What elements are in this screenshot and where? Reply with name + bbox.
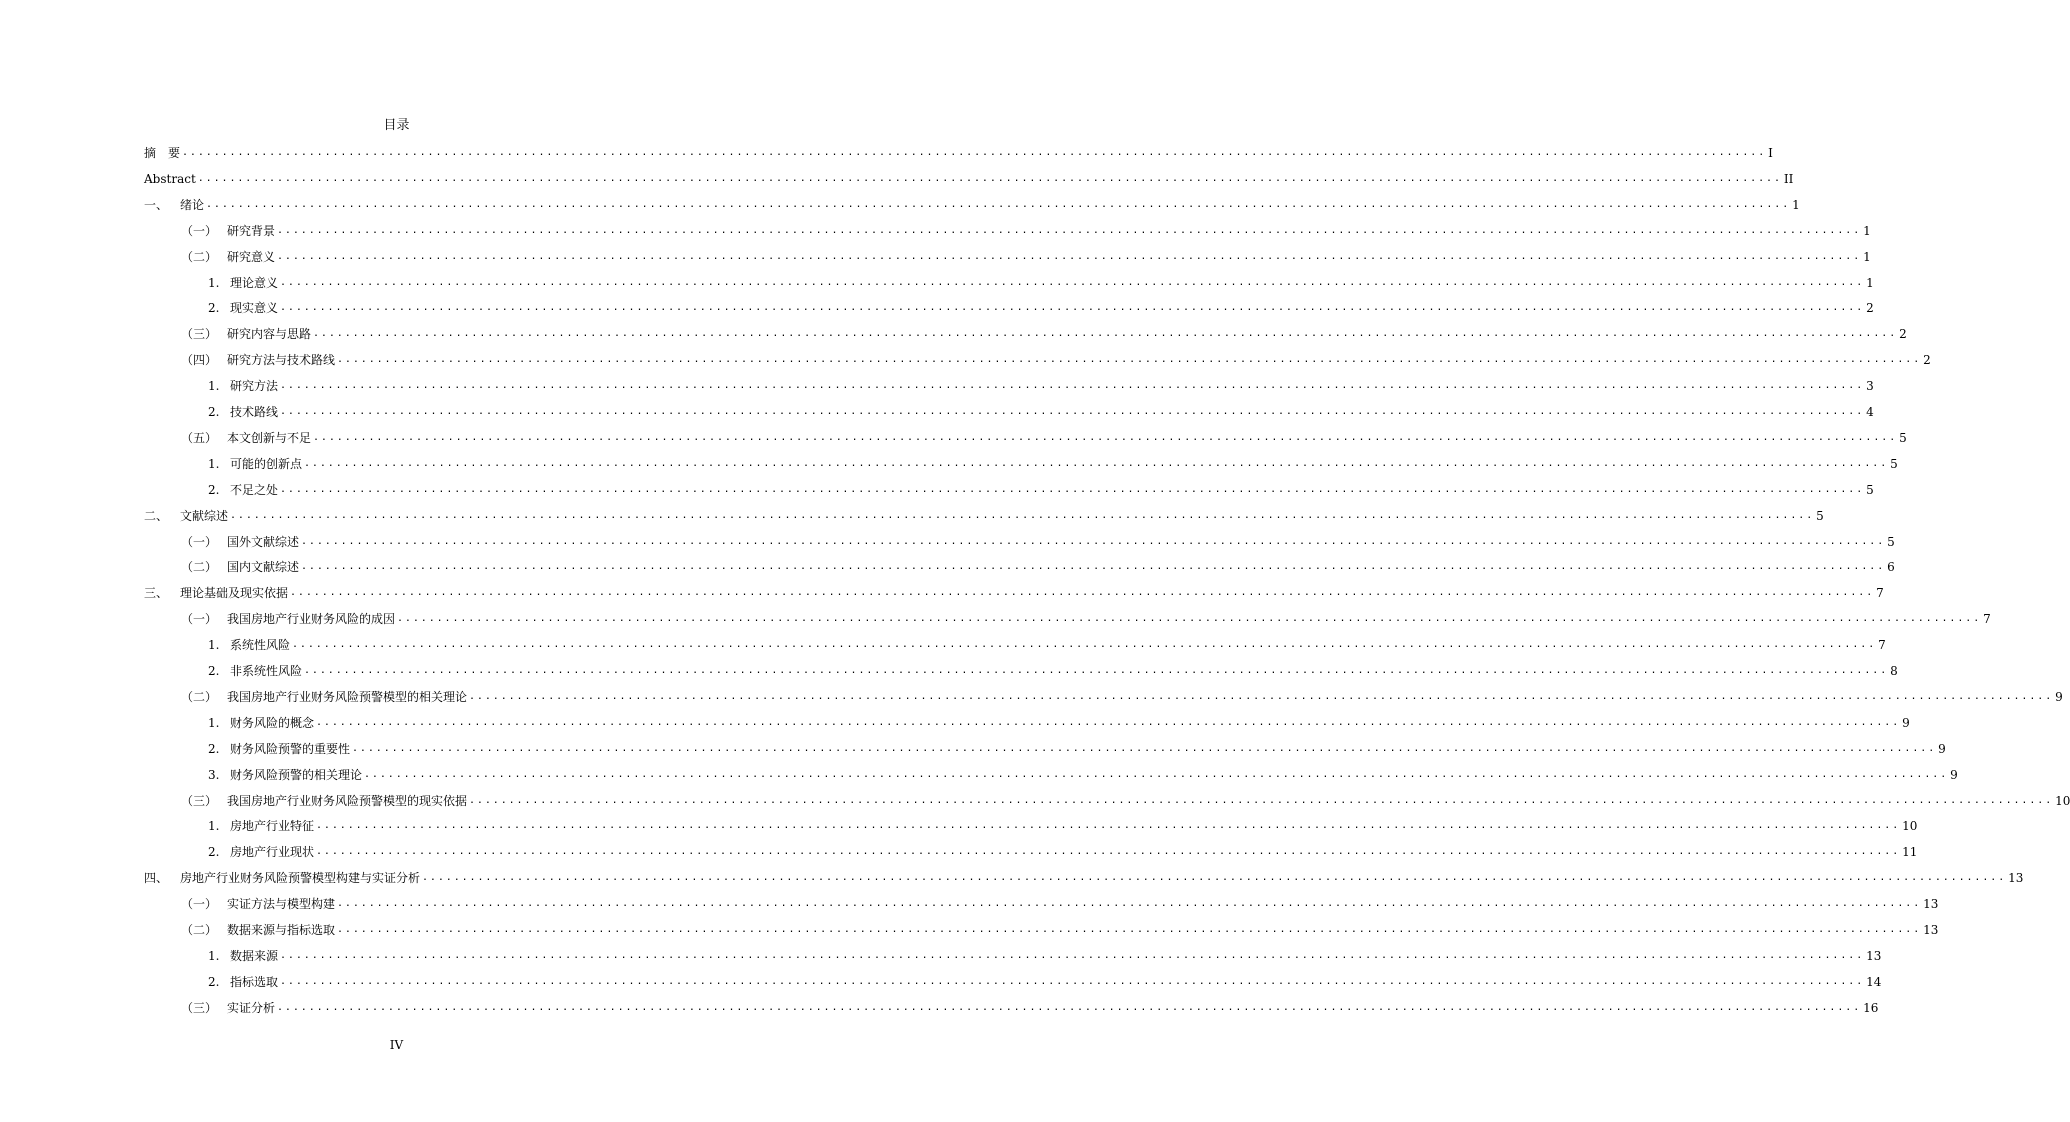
toc-entry[interactable] — [208, 451, 1898, 471]
toc-entry[interactable] — [208, 839, 1918, 860]
toc-entry-page: 13 — [1923, 923, 1939, 937]
toc-entry[interactable] — [181, 606, 1991, 627]
toc-entry-title: 国内文献综述 — [227, 560, 300, 575]
toc-entry-number: 1. — [208, 456, 220, 471]
toc-entry-page: 14 — [1866, 974, 1882, 989]
toc-leader-dots: ........................................................................................................................................................................................................ — [280, 949, 1865, 961]
toc-entry-title: 研究意义 — [227, 249, 276, 264]
toc-entry-number: 2. — [208, 845, 220, 860]
toc-entry[interactable] — [208, 373, 1874, 394]
toc-entry-page: 11 — [1902, 845, 1918, 860]
toc-entry-title: 房地产行业特征 — [230, 819, 315, 834]
toc-leader-dots: ........................................................................................................................................................................................................ — [280, 483, 1865, 495]
toc-entry-title: 绪论 — [180, 197, 205, 212]
toc-entry-title: 文献综述 — [180, 508, 229, 523]
toc-entry-title: 系统性风险 — [230, 638, 291, 653]
toc-entry-number: 2. — [208, 405, 220, 419]
toc-entry[interactable] — [181, 684, 2063, 704]
toc-entry[interactable] — [208, 943, 1882, 963]
toc-entry[interactable] — [144, 166, 1794, 186]
toc-entry[interactable] — [208, 632, 1886, 653]
toc-entry[interactable] — [181, 788, 2070, 808]
toc-entry[interactable] — [144, 140, 1773, 160]
toc-entry-number: （二） — [181, 689, 218, 704]
page-number-footer: IV — [389, 1038, 404, 1052]
toc-entry-number: （一） — [181, 612, 218, 627]
toc-entry-title: 实证分析 — [227, 1000, 276, 1015]
toc-entry-number: 2. — [208, 482, 220, 497]
toc-entry-title: 我国房地产行业财务风险预警模型的相关理论 — [227, 689, 468, 704]
toc-leader-dots: ........................................................................................................................................................................................................ — [230, 509, 1815, 521]
toc-entry-number: 2. — [208, 664, 220, 678]
toc-entry-number: 1. — [208, 948, 220, 963]
toc-leader-dots: ........................................................................................................................................................................................................ — [364, 768, 1949, 780]
toc-leader-dots: ........................................................................................................................................................................................................ — [337, 898, 1922, 910]
toc-entry-number: （一） — [181, 223, 218, 238]
toc-leader-dots: ........................................................................................................................................................................................................ — [277, 224, 1862, 236]
toc-entry-number: 三、 — [144, 586, 169, 601]
toc-entry-page: 9 — [1938, 741, 1946, 756]
toc-entry-page: 1 — [1866, 275, 1874, 290]
toc-leader-dots: ........................................................................................................................................................................................................ — [292, 639, 1877, 651]
toc-entry-title: 国外文献综述 — [227, 534, 300, 549]
toc-entry-title: 本文创新与不足 — [227, 430, 312, 445]
toc-entry[interactable] — [144, 865, 2024, 886]
toc-entry[interactable] — [181, 995, 1879, 1015]
toc-leader-dots: ........................................................................................................................................................................................................ — [316, 820, 1901, 832]
toc-entry-number: （一） — [181, 897, 218, 912]
toc-entry-title: 数据来源与指标选取 — [227, 923, 336, 937]
toc-entry-number: 1. — [208, 379, 220, 394]
toc-leader-dots: ........................................................................................................................................................................................................ — [313, 431, 1898, 443]
toc-leader-dots: ........................................................................................................................................................................................................ — [280, 406, 1865, 417]
toc-entry-number: 2. — [208, 301, 220, 316]
toc-entry-title: 数据来源 — [230, 948, 279, 963]
toc-entry-number: 1. — [208, 819, 220, 834]
toc-entry-title: 研究内容与思路 — [227, 327, 312, 342]
toc-entry-title: 研究方法与技术路线 — [227, 353, 336, 368]
toc-entry[interactable] — [181, 529, 1895, 549]
toc-leader-dots: ........................................................................................................................................................................................................ — [280, 302, 1865, 314]
toc-entry-page: 1 — [1792, 197, 1800, 212]
toc-leader-dots: ........................................................................................................................................................................................................ — [206, 198, 1791, 210]
toc-entry-number: 1. — [208, 275, 220, 290]
toc-entry-page: 3 — [1866, 379, 1874, 394]
toc-entry-page: 4 — [1866, 405, 1874, 419]
toc-leader-dots: ........................................................................................................................................................................................................ — [301, 535, 1886, 547]
toc-entry-page: II — [1783, 171, 1794, 186]
toc-entry-page: 5 — [1899, 430, 1907, 445]
toc-entry-number: （二） — [181, 560, 218, 575]
toc-entry-page: 9 — [1950, 767, 1958, 782]
toc-entry-number: 二、 — [144, 508, 169, 523]
toc-entry-page: 10 — [1902, 819, 1918, 834]
toc-entry-page: 5 — [1866, 482, 1874, 497]
toc-entry-page: 9 — [2055, 689, 2063, 704]
toc-entry-number: 1. — [208, 715, 220, 730]
toc-entry-title: 摘 要 — [144, 146, 181, 160]
toc-leader-dots: ........................................................................................................................................................................................................ — [304, 457, 1889, 469]
toc-leader-dots: ........................................................................................................................................................................................................ — [197, 172, 1782, 184]
toc-entry-number: 2. — [208, 974, 220, 989]
toc-entry-page: 16 — [1863, 1000, 1879, 1015]
toc-leader-dots: ........................................................................................................................................................................................................ — [277, 1001, 1862, 1013]
toc-entry-page: 1 — [1863, 249, 1871, 264]
toc-entry[interactable] — [181, 891, 1939, 912]
toc-entry-page: 5 — [1816, 508, 1824, 523]
toc-entry-title: 财务风险的概念 — [230, 715, 315, 730]
toc-entry-title: 房地产行业财务风险预警模型构建与实证分析 — [180, 871, 421, 886]
toc-leader-dots: ........................................................................................................................................................................................................ — [469, 690, 2054, 702]
toc-leader-dots: ........................................................................................................................................................................................................ — [277, 250, 1862, 262]
toc-entry-number: 3. — [208, 767, 220, 782]
toc-entry-title: 可能的创新点 — [230, 456, 303, 471]
toc-entry-title: 研究方法 — [230, 379, 279, 394]
toc-entry[interactable] — [208, 295, 1874, 316]
toc-entry-title: 现实意义 — [230, 301, 279, 316]
toc-entry-number: （三） — [181, 327, 218, 342]
toc-entry-title: 财务风险预警的相关理论 — [230, 767, 363, 782]
toc-leader-dots: ........................................................................................................................................................................................................ — [304, 665, 1889, 676]
toc-leader-dots: ........................................................................................................................................................................................................ — [313, 328, 1898, 340]
toc-entry[interactable] — [181, 347, 1931, 368]
toc-entry-title: 理论基础及现实依据 — [180, 586, 289, 601]
toc-entry-page: I — [1768, 146, 1773, 160]
toc-leader-dots: ........................................................................................................................................................................................................ — [280, 276, 1865, 288]
toc-entry-number: （四） — [181, 353, 218, 368]
toc-entry-number: （三） — [181, 1000, 218, 1015]
toc-entry-page: 7 — [1878, 638, 1886, 653]
toc-entry[interactable] — [181, 321, 1907, 342]
toc-entry-page: 13 — [2008, 871, 2024, 886]
toc-entry[interactable] — [144, 503, 1824, 523]
toc-leader-dots: ........................................................................................................................................................................................................ — [337, 924, 1922, 935]
toc-leader-dots: ........................................................................................................................................................................................................ — [316, 846, 1901, 858]
toc-entry-title: 我国房地产行业财务风险预警模型的现实依据 — [227, 793, 468, 808]
toc-entry-number: （二） — [181, 923, 218, 937]
toc-entry-page: 8 — [1890, 664, 1898, 678]
toc-leader-dots: ........................................................................................................................................................................................................ — [337, 354, 1922, 366]
toc-entry-title: 我国房地产行业财务风险的成因 — [227, 612, 396, 627]
toc-entry-title: 不足之处 — [230, 482, 279, 497]
toc-leader-dots: ........................................................................................................................................................................................................ — [422, 872, 2007, 884]
toc-entry[interactable] — [181, 917, 1939, 937]
toc-entry-page: 13 — [1866, 948, 1882, 963]
toc-leader-dots: ........................................................................................................................................................................................................ — [469, 794, 2054, 806]
toc-entry-page: 2 — [1899, 327, 1907, 342]
toc-entry-number: 2. — [208, 741, 220, 756]
toc-entry-title: 房地产行业现状 — [230, 845, 315, 860]
toc-entry-title: 实证方法与模型构建 — [227, 897, 336, 912]
toc-entry-number: （三） — [181, 793, 218, 808]
toc-entry[interactable] — [208, 658, 1898, 678]
toc-entry[interactable] — [208, 270, 1874, 290]
toc-entry[interactable] — [144, 580, 1884, 601]
toc-leader-dots: ........................................................................................................................................................................................................ — [280, 975, 1865, 987]
toc-leader-dots: ........................................................................................................................................................................................................ — [397, 613, 1982, 625]
toc-entry-page: 13 — [1923, 897, 1939, 912]
toc-leader-dots: ........................................................................................................................................................................................................ — [280, 380, 1865, 392]
toc-entry-title: 非系统性风险 — [230, 664, 303, 678]
toc-entry[interactable] — [208, 736, 1946, 756]
toc-entry[interactable] — [208, 477, 1874, 497]
toc-entry-number: （二） — [181, 249, 218, 264]
toc-entry-title: 技术路线 — [230, 405, 279, 419]
toc-leader-dots: ........................................................................................................................................................................................................ — [290, 587, 1875, 599]
toc-entry[interactable] — [144, 192, 1800, 212]
toc-entry-page: 2 — [1923, 353, 1931, 368]
toc-leader-dots: ........................................................................................................................................................................................................ — [352, 742, 1937, 754]
toc-entry-number: （五） — [181, 430, 218, 445]
toc-entry-page: 1 — [1863, 223, 1871, 238]
toc-entry[interactable] — [208, 399, 1874, 419]
toc-entry-page: 7 — [1876, 586, 1884, 601]
toc-entry-page: 10 — [2055, 793, 2070, 808]
page-title: 目录 — [383, 118, 410, 133]
toc-entry-title: 理论意义 — [230, 275, 279, 290]
toc-entry-number: 四、 — [144, 871, 169, 886]
toc-entry[interactable] — [181, 425, 1907, 445]
toc-entry[interactable] — [208, 969, 1882, 989]
toc-entry[interactable] — [208, 762, 1958, 782]
toc-entry-title: 财务风险预警的重要性 — [230, 741, 351, 756]
toc-entry[interactable] — [208, 710, 1910, 730]
toc-leader-dots: ........................................................................................................................................................................................................ — [316, 716, 1901, 728]
toc-entry-number: 一、 — [144, 197, 169, 212]
toc-entry-title: 指标选取 — [230, 974, 279, 989]
toc-leader-dots: ........................................................................................................................................................................................................ — [301, 561, 1886, 573]
toc-entry-page: 7 — [1983, 612, 1991, 627]
toc-entry[interactable] — [208, 813, 1918, 834]
toc-entry[interactable] — [181, 554, 1895, 575]
toc-entry[interactable] — [181, 244, 1871, 264]
toc-entry-number: （一） — [181, 534, 218, 549]
toc-entry-page: 5 — [1890, 456, 1898, 471]
toc-entry-title: Abstract — [144, 171, 196, 186]
toc-entry[interactable] — [181, 218, 1871, 238]
toc-entry-title: 研究背景 — [227, 223, 276, 238]
toc-leader-dots: ........................................................................................................................................................................................................ — [182, 147, 1767, 158]
toc-entry-page: 5 — [1887, 534, 1895, 549]
toc-entry-page: 6 — [1887, 560, 1895, 575]
toc-entry-page: 2 — [1866, 301, 1874, 316]
toc-entry-number: 1. — [208, 638, 220, 653]
toc-entry-page: 9 — [1902, 715, 1910, 730]
